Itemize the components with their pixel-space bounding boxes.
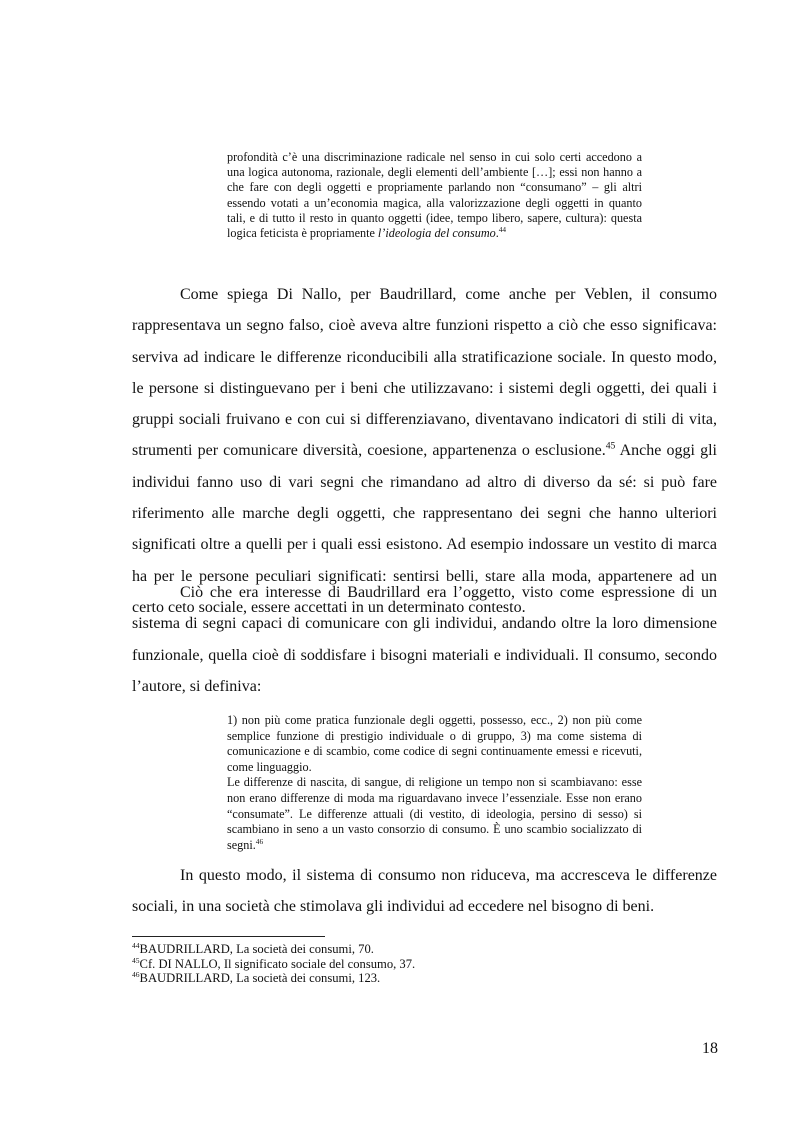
footnote-ref-44[interactable]: 44 [498,224,507,234]
footnote-number: 45 [132,955,140,965]
paragraph-3: In questo modo, il sistema di consumo non riduceva, ma accresceva le differenze sociali, in una società che stimolava gli individui ad eccedere nel bisogno di beni. [132,867,717,916]
paragraph-2: Ciò che era interesse di Baudrillard era l’oggetto, visto come espressione di un sistema di segni capaci di comunicare con gli individui, andando oltre la loro dimensione funzionale, quella cioè di soddisfare i bisogni materiali e individuali. Il consumo, secondo l’autore, si definiva: [132,584,717,695]
footnote-ref-46[interactable]: 46 [255,836,264,846]
quote-2-part-1: 1) non più come pratica funzionale degli oggetti, possesso, ecc., 2) non più come semplice funzione di prestigio individuale o di gruppo, 3) ma come sistema di comunicazione e di scambio, come codice di segni continuamente emessi e ricevuti, come linguaggio. [227,713,642,774]
footnote-text: BAUDRILLARD, La società dei consumi, 123. [139,971,381,986]
footnote-46 [132,971,717,986]
footnote-ref-45[interactable]: 45 [605,441,616,453]
paragraph-1-text-a: Come spiega Di Nallo, per Baudrillard, come anche per Veblen, il consumo rappresentava un segno falso, cioè aveva altre funzioni rispetto a ciò che esso significava: serviva ad indicare le differenze riconducibili alla stratificazione sociale. In questo modo, le persone si distinguevano per i beni che utilizzavano: i sistemi degli oggetti, dei quali i gruppi sociali fruivano e con cui si differenziavano, diventavano indicatori di stili di vita, strumenti per comunicare diversità, coesione, appartenenza o esclusione. [132,286,717,460]
paragraph-1 [132,279,717,623]
footnotes [132,942,717,986]
footnote-separator [132,936,325,937]
footnote-number: 44 [132,940,140,950]
paragraph-1-text-b: Anche oggi gli individui fanno uso di vari segni che rimandano ad altro di diverso da sé: si può fare riferimento alle marche degli oggetti, che rappresentano dei segni che hanno ulteriori significati oltre a quelli per i quali essi esistono. Ad esempio indossare un vestito di marca ha per le persone peculiari significati: sentirsi belli, stare alla moda, appartenere ad un certo ceto sociale, essere accettati in un determinato contesto. [132,442,718,616]
footnote-number: 46 [132,970,140,979]
footnote-text: BAUDRILLARD, La società dei consumi, 70. [139,942,374,956]
page-number: 18 [702,1040,718,1057]
quote-1-text: profondità c’è una discriminazione radicale nel senso in cui solo certi accedono a una logica autonoma, razionale, degli elementi dell’ambiente […]; essi non hanno a che fare con degli oggetti e propriamente parlando non “consumano” – gli altri essendo votati a un’economia magica, alla valorizzazione degli oggetti in quanto tali, e di tutto il resto in quanto oggetti (idee, tempo libero, sapere, cultura): questa logica feticista è propriamente [227,150,642,241]
quote-1-end: . [495,226,499,241]
footnote-45 [132,957,717,972]
footnote-44 [132,942,717,957]
footnote-text: Cf. DI NALLO, Il significato sociale del consumo, 37. [139,956,416,971]
quote-2-part-2 [227,775,642,853]
quote-1-italic: l’ideologia del consumo [377,226,496,241]
block-quote-1 [227,150,642,241]
block-quote-2 [227,713,642,853]
quote-2-part-2-text: Le differenze di nascita, di sangue, di religione un tempo non si scambiavano: esse non erano differenze di moda ma riguardavano invece l’essenziale. Esse non erano “consumate”. Le differenze attuali (di vestito, di ideologia, persino di sesso) si scambiano in seno a un vasto consorzio di consumo. È uno scambio socializzato di segni. [227,775,642,852]
